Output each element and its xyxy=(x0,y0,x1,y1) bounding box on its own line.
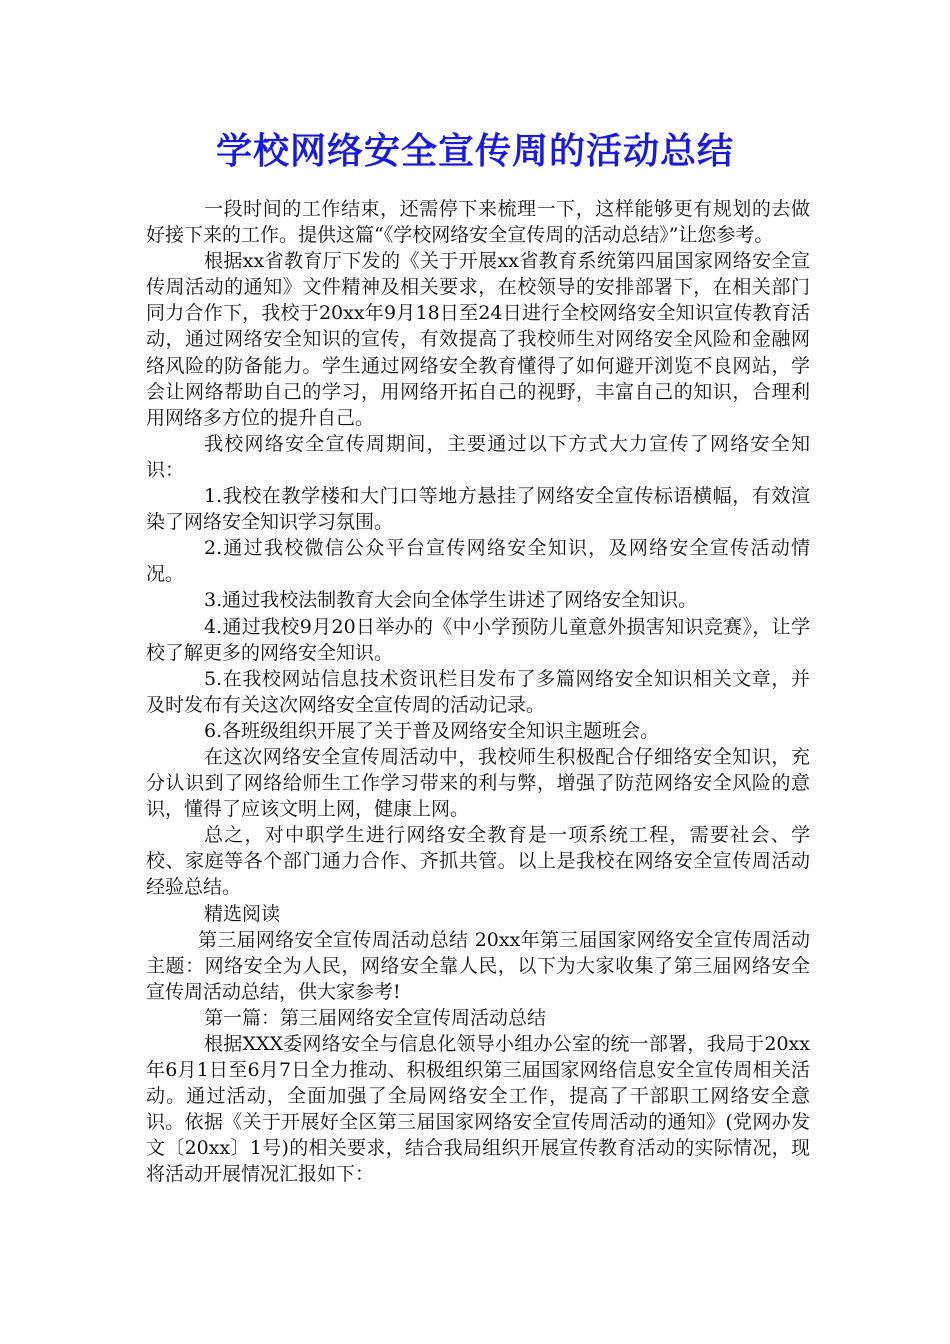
paragraph-selected-reading-intro: 第三届网络安全宣传周活动总结 20xx年第三届国家网络安全宣传周活动主题：网络安全为人民，网络安全靠人民，以下为大家收集了第三届网络安全宣传周活动总结，供大家参考! xyxy=(146,928,810,1003)
paragraph-conclusion: 总之，对中职学生进行网络安全教育是一项系统工程，需要社会、学校、家庭等各个部门通力合作、齐抓共管。以上是我校在网络安全宣传周活动经验总结。 xyxy=(146,824,810,899)
document-body xyxy=(146,196,810,1188)
paragraph-background: 根据xx省教育厅下发的《关于开展xx省教育系统第四届国家网络安全宣传周活动的通知》文件精神及相关要求，在校领导的安排部署下，在相关部门同力合作下，我校于20xx年9月18日至24日进行全校网络安全知识宣传教育活动，通过网络安全知识的宣传，有效提高了我校师生对网络安全风险和金融网络风险的防备能力。学生通过网络安全教育懂得了如何避开浏览不良网站，学会让网络帮助自己的学习，用网络开拓自己的视野，丰富自己的知识，合理利用网络多方位的提升自己。 xyxy=(146,250,810,429)
list-item-6: 6.各班级组织开展了关于普及网络安全知识主题班会。 xyxy=(204,719,660,742)
paragraph-intro: 一段时间的工作结束，还需停下来梳理一下，这样能够更有规划的去做好接下来的工作。提供这篇“《学校网络安全宣传周的活动总结》”让您参考。 xyxy=(146,198,810,247)
list-item-3: 3.通过我校法制教育大会向全体学生讲述了网络安全知识。 xyxy=(204,589,698,612)
paragraph-results: 在这次网络安全宣传周活动中，我校师生积极配合仔细络安全知识，充分认识到了网络给师生工作学习带来的利与弊，增强了防范网络安全风险的意识，懂得了应该文明上网，健康上网。 xyxy=(146,745,810,821)
list-item-4: 4.通过我校9月20日举办的《中小学预防儿童意外损害知识竞赛》，让学校了解更多的网络安全知识。 xyxy=(146,615,810,664)
subheading-part-one: 第一篇：第三届网络安全宣传周活动总结 xyxy=(204,1006,547,1029)
document-title: 学校网络安全宣传周的活动总结 xyxy=(215,130,734,172)
section-heading-selected-reading: 精选阅读 xyxy=(204,902,281,925)
list-item-1: 1.我校在教学楼和大门口等地方悬挂了网络安全宣传标语横幅，有效渲染了网络安全知识学习氛围。 xyxy=(146,485,810,534)
list-item-2: 2.通过我校微信公众平台宣传网络安全知识，及网络安全宣传活动情况。 xyxy=(146,537,810,586)
paragraph-methods-intro: 我校网络安全宣传周期间，主要通过以下方式大力宣传了网络安全知识： xyxy=(146,432,810,481)
list-item-5: 5.在我校网站信息技术资讯栏目发布了多篇网络安全知识相关文章，并及时发布有关这次网络安全宣传周的活动记录。 xyxy=(146,667,810,716)
paragraph-part-one-body: 根据XXX委网络安全与信息化领导小组办公室的统一部署，我局于20xx年6月1日至6月7日全力推动、积极组织第三届国家网络信息安全宣传周相关活动。通过活动，全面加强了全局网络安全工作，提高了干部职工网络安全意识。依据《关于开展好全区第三届国家网络安全宣传周活动的通知》(党网办发文〔20xx〕1号)的相关要求，结合我局组织开展宣传教育活动的实际情况，现将活动开展情况汇报如下： xyxy=(146,1033,810,1186)
